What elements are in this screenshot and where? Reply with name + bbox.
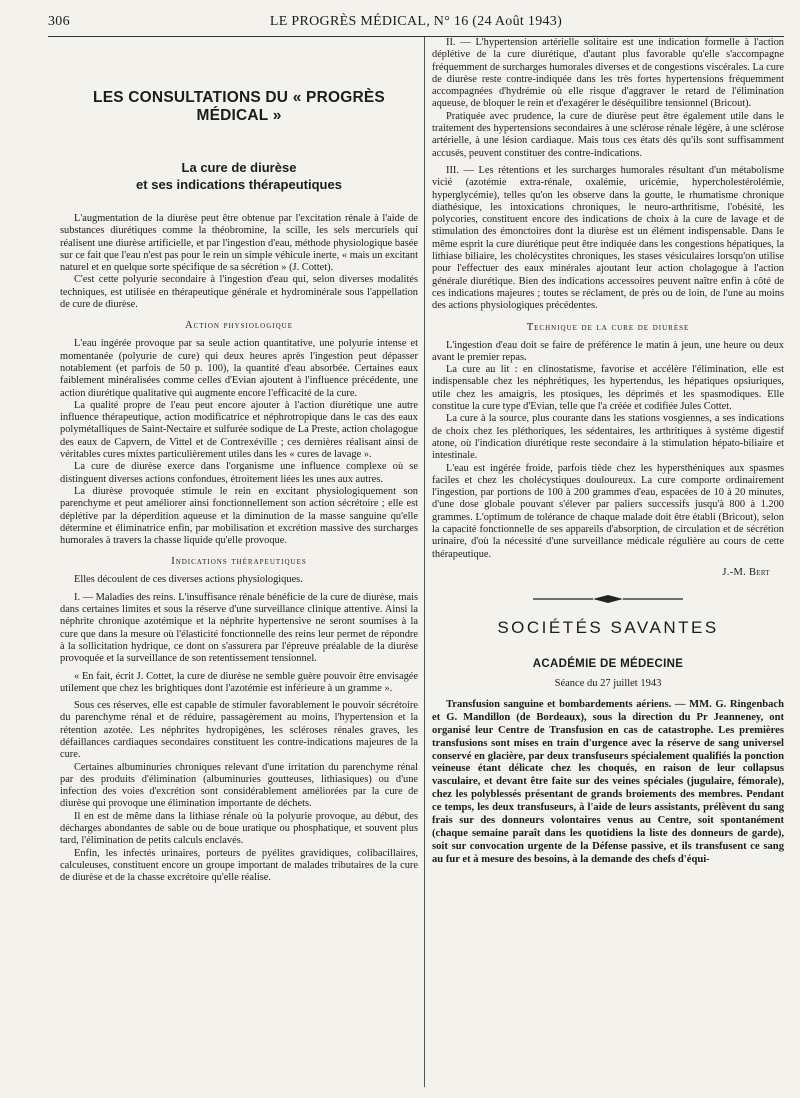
body-paragraph: Sous ces réserves, elle est capable de stimuler favorablement le pouvoir sécrétoire du parenchyme rénal et de réduire, passagèrement au moins, l'hypertension et la rétention azotée. Les néphrites hydropigènes, les scléroses rénales graves, les défaillances cardiaques secondaires constituent les contre-indications majeures de la cure.: [60, 700, 418, 761]
running-title: LE PROGRÈS MÉDICAL, N° 16 (24 Août 1943): [269, 14, 563, 29]
transfusion-report: [432, 699, 784, 867]
article-title-line-2: et ses indications thérapeutiques: [136, 177, 342, 192]
body-paragraph: Enfin, les infectés urinaires, porteurs de pyélites gravidiques, colibacillaires, calculeuses, constituent encore un groupe important de malades tributaires de la cure de diurèse et de la chasse excrétoire qu'elle réalise.: [60, 847, 418, 884]
article-title-line-1: La cure de diurèse: [181, 160, 297, 175]
body-paragraph: II. — L'hypertension artérielle solitaire est une indication formelle à l'action déplétive de la cure diurétique, d'autant plus favorable qu'elle s'accompagne fréquemment de surcharges humorales diverses et de congestions viscérales. La cure de diurèse reste contre-indiquée dans les très fortes hypertensions fréquemment accompagnées d'hydrémie où elle risque d'aggraver le retard de l'élimination aqueuse, de bloquer le rein et d'exagérer le déséquilibre tensionnel (Bricout).: [432, 37, 784, 110]
body-paragraph: La cure à la source, plus courante dans les stations vosgiennes, a ses indications de choix chez les pléthoriques, les sédentaires, les arthritiques à système digestif atone, où l'indication diurétique reste secondaire à la stimulation hépato-biliaire et intestinale.: [432, 413, 784, 462]
subheading-action: Action physiologique: [185, 320, 293, 332]
subheading-technique: Technique de la cure de diurèse: [526, 321, 690, 333]
body-paragraph: L'ingestion d'eau doit se faire de préférence le matin à jeun, une heure ou deux avant le premier repas.: [432, 339, 784, 363]
body-paragraph: Il en est de même dans la lithiase rénale où la polyurie provoque, au début, des décharges abondantes de sable ou de boue uratique ou phosphatique, et souvent plus tard, l'élimination de petits calculs enclavés.: [60, 810, 418, 847]
running-header: [48, 12, 784, 34]
section-title: LES CONSULTATIONS DU « PROGRÈS MÉDICAL »: [93, 89, 385, 124]
body-paragraph: « En fait, écrit J. Cottet, la cure de diurèse ne semble guère pouvoir être envisagée utilement que chez les brightiques dont l'azotémie est inférieure à un gramme ».: [60, 670, 418, 694]
societies-heading: SOCIÉTÉS SAVANTES: [497, 617, 719, 637]
body-paragraph: La diurèse provoquée stimule le rein en excitant physiologiquement son parenchyme et peut améliorer ainsi fonctionnellement son action sécrétoire ; elle est déplétive par la déperdition aqueuse et la diminution de la masse sanguine qu'elle détermine et éliminatrice enfin, par mobilisation et excrétion massive des surcharges humorales à travers la chasse liquide qu'elle provoque.: [60, 485, 418, 547]
session-date: Séance du 27 juillet 1943: [554, 677, 662, 689]
article-title: [60, 159, 418, 193]
body-paragraph: Pratiquée avec prudence, la cure de diurèse peut être également utile dans le traitement des hypertensions secondaires à une sclérose rénale légère, à une sclérose artérielle, à une lésion cardiaque. Mais tous ces états dès qu'ils sont suffisamment accusés, peuvent constituer des contre-indications.: [432, 110, 784, 159]
intro-paragraph: L'augmentation de la diurèse peut être obtenue par l'excitation rénale à l'aide de substances diurétiques comme la théobromine, la scille, les sels mercuriels qui réalisent une diurèse artificielle, et par l'ingestion d'eau, méthode physiologique basée sur ce fait que l'eau n'est pas pour le rein un simple véhicule inerte, « mais un excitant naturel et en quelque sorte spécifique de sa sécrétion » (J. Cottet).: [60, 213, 418, 274]
body-paragraph: La qualité propre de l'eau peut encore ajouter à l'action diurétique une autre influence thérapeutique, action modificatrice et néphrotropique dans le cas des eaux polymétalliques de Saint-Nectaire et sulfurée sodique de La Preste, action cholagogue des eaux de Capvern, de Vittel et de Contrexéville ; ces dernières réalisant ainsi de véritables cures mixtes particulièrement utiles dans les « cures de lavage ».: [60, 399, 418, 461]
body-paragraph: L'eau est ingérée froide, parfois tiède chez les hypersthéniques aux spasmes faciles et chez les cholécystiques douloureux. La cure comporte ordinairement l'ingestion, par portions de 100 à 200 grammes d'eau, espacées de 10 à 20 minutes, d'une dose globale pouvant s'élever par paliers successifs jusqu'à 800 à 1.200 grammes. L'optimum de tolérance de chaque malade doit être établi (Bricout), selon la capacité fonctionnelle de ses appareils d'absorption, de circulation et de sécrétion urinaire, d'où la nécessité d'une surveillance médicale régulière au cours de cette thérapeutique.: [432, 462, 784, 560]
subheading-indications: Indications thérapeutiques: [171, 556, 307, 568]
column-divider: [424, 37, 425, 1087]
left-column: [60, 37, 418, 1089]
right-column: [432, 37, 784, 1089]
intro-paragraph: C'est cette polyurie secondaire à l'ingestion d'eau qui, selon diverses modalités techniques, est utilisée en thérapeutique générale et hydrominérale sous l'appellation de cure de diurèse.: [60, 274, 418, 311]
academy-heading: ACADÉMIE DE MÉDECINE: [532, 657, 684, 670]
body-paragraph: I. — Maladies des reins. L'insuffisance rénale bénéficie de la cure de diurèse, mais dans certaines limites et sous la réserve d'une surveillance clinique attentive. Ainsi la néphrite chronique azotémique et la néphrite hypertensive ne seront soumises à la cure que dans la mesure où l'élasticité fonctionnelle des reins leur permet de répondre à la sollicitation hydrique, ce dont on s'assurera par l'épreuve préalable de la diurèse provoquée et la surveillance de son retentissement tensionnel.: [60, 591, 418, 665]
ornament-divider-icon: [432, 594, 784, 604]
body-paragraph: La cure au lit : en clinostatisme, favorise et accélère l'élimination, elle est indispensable chez les néphrétiques, les hypertendus, les hépatiques opsiuriques, utile chez les amaigris, les ptosiques, les déprimés et les spasmodiques. Elle constitue la cure type d'Evian, telle que l'a créée et codifiée Jules Cottet.: [432, 364, 784, 413]
body-paragraph: Elles découlent de ces diverses actions physiologiques.: [74, 574, 303, 586]
body-paragraph: Certaines albuminuries chroniques relevant d'une irritation du parenchyme rénal par des produits d'élimination (albuminuries goutteuses, lithiasiques) ou d'une infection des voies d'excrétion sont considérablement améliorées par la cure de diurèse qui provoque une élimination importante de déchets.: [60, 761, 418, 810]
author-signature: J.-M. Bert: [722, 566, 770, 578]
body-paragraph: L'eau ingérée provoque par sa seule action quantitative, une polyurie intense et momentanée (polyurie de cure) qui deux heures après l'ingestion peut dépasser notablement (et parfois de 50 p. 100), la quantité d'eau absorbée. Certaines eaux faiblement minéralisées comme celles d'Evian ajoutent à l'influence précédente, une action diurétique qualitative qui augmente encore l'efficacité de la cure.: [60, 338, 418, 399]
body-paragraph: III. — Les rétentions et les surcharges humorales résultant d'un métabolisme vicié (azotémie extra-rénale, oxalémie, uricémie, hypercholestérolémie, hyperglycémie), telles qu'on les observe dans la goutte, le rhumatisme chronique diathésique, les intoxications chroniques, le neuro-arthritisme, l'obésité, les polycories, constituent encore des indications de choix à la cure de lavage et de stimulation des émonctoires dont la diurèse est un élément indispensable. Dans le même esprit la cure diurétique peut être indiquée dans les congestions hépatiques, la lithiase biliaire, les cholécystites chroniques, les stases vésiculaires lorsqu'on utilise pour l'effectuer des eaux minérales ajoutant leur action cholagogue à l'action générale diurétique. Bien des indications accessoires peuvent naître enfin à côté de ces indications majeures ; toutes se réclament, de près ou de loin, de l'une au moins des actions physiologiques précédentes.: [432, 164, 784, 312]
body-paragraph: Transfusion sanguine et bombardements aériens. — MM. G. Ringenbach et G. Mandillon (de Bordeaux), sous la direction du Pr Jeanneney, ont organisé leur Centre de Transfusion en cas de catastrophe. Les premières transfusions sont mises en train d'urgence avec la réserve de sang universel conservé en glacière, par deux transfuseurs spécialement qualifiés la ponction veineuse étant délicate chez les choqués, en raison de leur collapsus vasculaire, et devant être faite sur des veines spéciales (jugulaire, fémorale), chez les polyblessés présentant de grands broiements des membres. Pendant ce temps, les deux transfuseurs, à l'aide de leurs assistants, prélèvent du sang frais sur des donneurs volontaires venus au Centre, soit spontanément (chaque semaine paraît dans les quotidiens la liste des donneurs de garde), soit sur convocation urgente de la Défense passive, et ils transfusent ce sang au fur et à mesure des besoins, à la demande des chefs d'équi-: [432, 698, 784, 865]
body-paragraph: La cure de diurèse exerce dans l'organisme une influence complexe où se distinguent diverses actions confondues, étroitement liées les unes aux autres.: [60, 461, 418, 485]
page-number: 306: [48, 14, 70, 29]
two-column-body: [48, 37, 784, 1089]
